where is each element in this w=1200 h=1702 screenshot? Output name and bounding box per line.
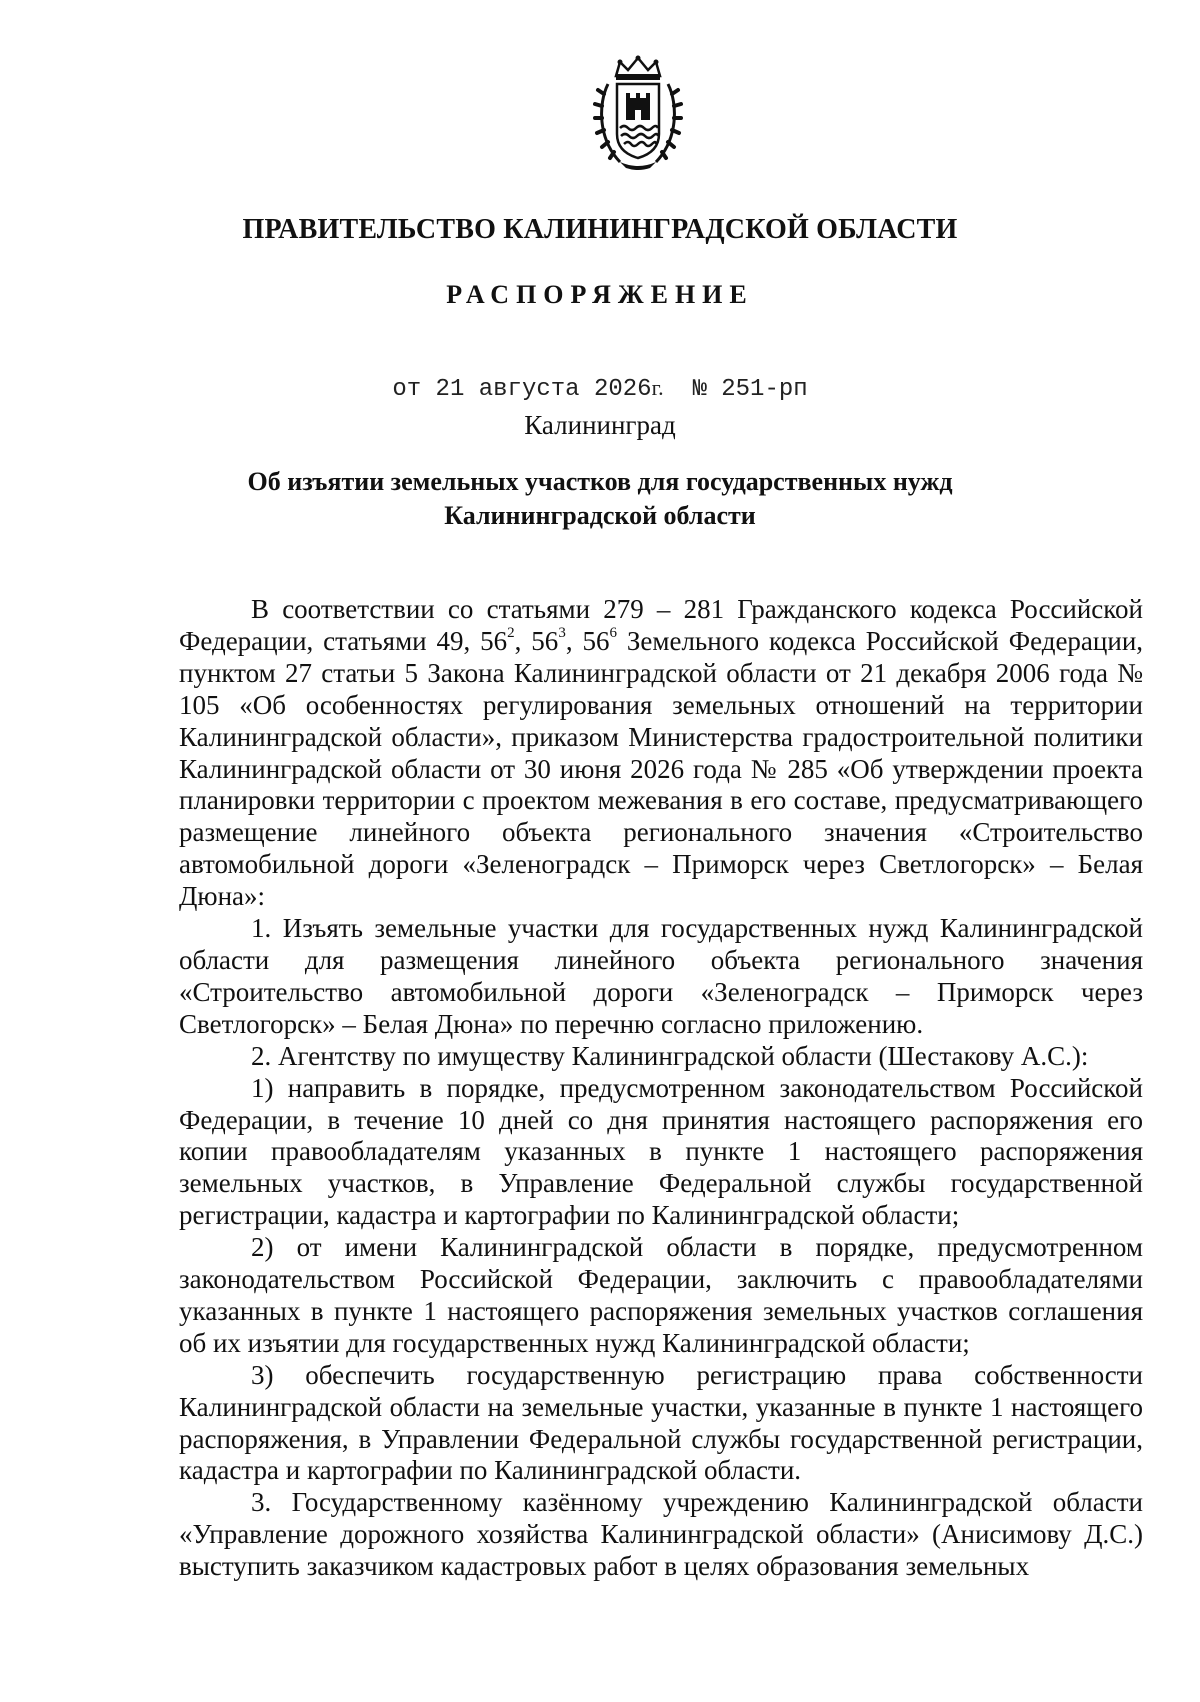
document-body — [179, 594, 1143, 1583]
city: Калининград — [524, 410, 676, 440]
title-line-1: Об изъятии земельных участков для государственных нужд — [247, 467, 953, 496]
superscript: 2 — [507, 624, 515, 641]
organization-name: ПРАВИТЕЛЬСТВО КАЛИНИНГРАДСКОЙ ОБЛАСТИ — [242, 214, 958, 245]
item-2-2-paragraph: 2) от имени Калининградской области в порядке, предусмотренном законодательством Российской Федерации, заключить с правообладателями указанных в пункте 1 настоящего распоряжения земельных участков соглашения об их изъятии для государственных нужд Калининградской области; — [179, 1232, 1143, 1358]
preamble-separator: , 56 — [514, 625, 559, 656]
title-line-2: Калининградской области — [444, 501, 756, 530]
item-2-3-paragraph: 3) обеспечить государственную регистрацию права собственности Калининградской области на земельные участки, указанные в пункте 1 настоящего распоряжения, в Управлении Федеральной службы государственной регистрации, кадастра и картографии по Калининградской области. — [179, 1359, 1143, 1486]
preamble-text: Земельного кодекса Российской Федерации, пунктом 27 статьи 5 Закона Калининградской области от 21 декабря 2006 года № 105 «Об особенностях регулирования земельных отношений на территории Калининградской области», приказом Министерства градостроительной политики Калининградской области от 30 июня 2026 года № 285 «Об утверждении проекта планировки территории с проектом межевания в его составе, предусматривающего размещение линейного объекта регионального значения «Строительство автомобильной дороги «Зеленоградск – Приморск через Светлогорск» – Белая Дюна»: — [179, 625, 1144, 912]
document-type: РАСПОРЯЖЕНИЕ — [446, 280, 754, 309]
superscript: 6 — [609, 624, 617, 641]
document-date: от 21 августа 2026 — [392, 376, 652, 403]
preamble-text: В соответствии со статьями 279 – 281 Гражданского кодекса Российской Федерации, статьями 49, 56 — [179, 594, 1143, 656]
item-1-paragraph: 1. Изъять земельные участки для государственных нужд Калининградской области для размещения линейного объекта регионального значения «Строительство автомобильной дороги «Зеленоградск – Приморск через Светлогорск» – Белая Дюна» по перечню согласно приложению. — [179, 913, 1143, 1039]
item-2-paragraph: 2. Агентству по имуществу Калининградской области (Шестакову А.С.): — [251, 1040, 1089, 1071]
preamble-separator: , 56 — [565, 625, 610, 656]
item-2-1-paragraph: 1) направить в порядке, предусмотренном законодательством Российской Федерации, в течение 10 дней со дня принятия настоящего распоряжения его копии правообладателям указанных в пункте 1 настоящего распоряжения земельных участков, в Управление Федеральной службы государственной регистрации, кадастра и картографии по Калининградской области; — [179, 1072, 1143, 1231]
preamble-paragraph — [179, 594, 1143, 913]
item-3-paragraph: 3. Государственному казённому учреждению Калининградской области «Управление дорожного хозяйства Калининградской области» (Анисимову Д.С.) выступить заказчиком кадастровых работ в целях образования земельных — [179, 1487, 1143, 1582]
coat-of-arms-icon — [590, 54, 686, 172]
document-title — [0, 465, 1200, 533]
year-suffix: г. — [651, 375, 664, 400]
date-number-line — [0, 375, 1200, 403]
document-number: № 251-рп — [692, 376, 808, 403]
superscript: 3 — [558, 624, 566, 641]
